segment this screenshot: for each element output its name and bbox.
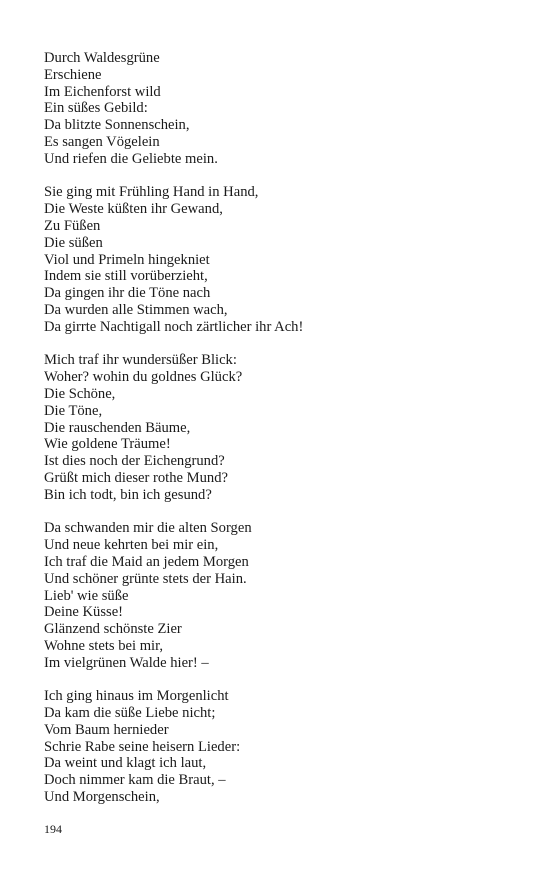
poem-line: Schrie Rabe seine heisern Lieder: [44, 738, 241, 755]
poem-line: Die Schöne, [44, 385, 116, 402]
poem-line: Da weint und klagt ich laut, [44, 755, 207, 772]
poem-line: Und schöner grünte stets der Hain. [44, 570, 247, 587]
poem-stanza [44, 688, 514, 806]
poem-line: Woher? wohin du goldnes Glück? [44, 369, 243, 386]
poem-line: Im Eichenforst wild [44, 83, 161, 100]
poem-line: Die Weste küßten ihr Gewand, [44, 201, 223, 218]
poem-stanza [44, 184, 514, 335]
poem-line: Bin ich todt, bin ich gesund? [44, 486, 212, 503]
poem-stanza [44, 50, 514, 168]
poem-line: Viol und Primeln hingekniet [44, 251, 210, 268]
poem-line: Glänzend schönste Zier [44, 621, 182, 638]
poem-line: Und neue kehrten bei mir ein, [44, 537, 219, 554]
poem-line: Und riefen die Geliebte mein. [44, 150, 218, 167]
poem-line: Wohne stets bei mir, [44, 637, 164, 654]
poem-line: Da blitzte Sonnenschein, [44, 117, 190, 134]
poem-line: Da girrte Nachtigall noch zärtlicher ihr Ach! [44, 318, 304, 335]
poem-line: Ich traf die Maid an jedem Morgen [44, 553, 249, 570]
poem-stanza [44, 520, 514, 671]
poem-line: Und Morgenschein, [44, 789, 160, 806]
poem-line: Die Töne, [44, 402, 103, 419]
poem-line: Vom Baum hernieder [44, 721, 169, 738]
poem-line: Es sangen Vögelein [44, 133, 160, 150]
poem-line: Ist dies noch der Eichengrund? [44, 453, 225, 470]
poem-line: Im vielgrünen Walde hier! – [44, 654, 209, 671]
poem-line: Da kam die süße Liebe nicht; [44, 705, 216, 722]
poem-line: Erschiene [44, 66, 102, 83]
poem-line: Durch Waldesgrüne [44, 50, 160, 66]
poem-line: Deine Küsse! [44, 604, 124, 621]
poem-line: Da schwanden mir die alten Sorgen [44, 520, 252, 537]
poem-line: Sie ging mit Frühling Hand in Hand, [44, 184, 259, 201]
poem-line: Indem sie still vorüberzieht, [44, 268, 208, 285]
poem-line: Wie goldene Träume! [44, 436, 171, 453]
poem-line: Doch nimmer kam die Braut, – [44, 772, 226, 789]
poem-text [44, 50, 514, 823]
poem-line: Ein süßes Gebild: [44, 100, 148, 117]
poem-line: Die süßen [44, 234, 103, 251]
poem-line: Die rauschenden Bäume, [44, 419, 191, 436]
poem-line: Da gingen ihr die Töne nach [44, 285, 211, 302]
poem-line: Zu Füßen [44, 217, 101, 234]
poem-line: Lieb' wie süße [44, 587, 129, 604]
poem-line: Mich traf ihr wundersüßer Blick: [44, 352, 237, 369]
poem-line: Ich ging hinaus im Morgenlicht [44, 688, 229, 705]
poem-stanza [44, 352, 514, 503]
page-number: 194 [44, 822, 62, 836]
poem-line: Da wurden alle Stimmen wach, [44, 301, 228, 318]
poem-line: Grüßt mich dieser rothe Mund? [44, 469, 228, 486]
